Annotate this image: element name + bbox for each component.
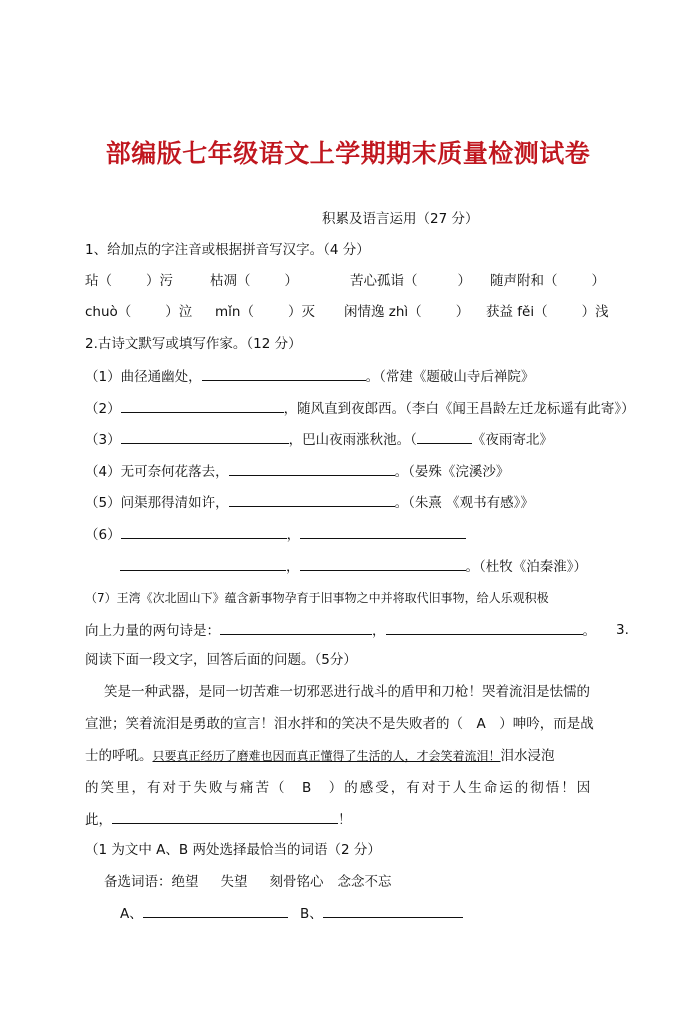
q1-row2-item1-before: chuò（: [85, 304, 132, 320]
q2-line3-num: （3）: [85, 432, 121, 448]
q1-row2-item2: [215, 302, 315, 322]
q2-prompt: 2.古诗文默写或填写作家。（12 分）: [85, 336, 302, 352]
q1-row1-item4-after: ）: [591, 273, 605, 289]
q3-para-line4: 的笑里，有对于失败与痛苦（ B ）的感受，有对于人生命运的彻悟！因: [85, 780, 593, 796]
q3-para-line3-a: 士的呼吼。: [85, 748, 153, 764]
page-title: 部编版七年级语文上学期期末质量检测试卷: [105, 139, 591, 168]
q2-line7b-text: 向上力量的两句诗是：: [85, 623, 220, 639]
q1-row1-item2: [210, 271, 298, 291]
q2-line3: [85, 429, 553, 450]
q1-prompt: 1、给加点的字注音或根据拼音写汉字。（4 分）: [85, 242, 370, 258]
answer-a-label: A、: [120, 906, 143, 922]
q3-para-line2: 宣泄；笑着流泪是勇敢的宣言！泪水拌和的笑决不是失败者的（ A ）呻吟，而是战: [85, 716, 594, 732]
answer-blank[interactable]: [300, 556, 466, 571]
answer-blank[interactable]: [229, 492, 395, 507]
answer-blank[interactable]: [120, 556, 286, 571]
answer-blank[interactable]: [229, 461, 395, 476]
q2-line5: [85, 492, 534, 513]
q3-sub1: （1 为文中 A、B 两处选择最恰当的词语（2 分）: [85, 842, 381, 858]
q1-row2-item3-before: 闲情逸 zhì（: [344, 304, 422, 320]
answer-blank[interactable]: [202, 366, 366, 381]
answer-a-blank[interactable]: [143, 903, 288, 918]
q1-row2-item4: [486, 302, 609, 322]
q1-row1-item1: [85, 271, 173, 291]
q1-row2-item4-before: 获益 fěi（: [486, 304, 548, 320]
q2-line1-source: 。（常建《题破山寺后禅院》: [365, 369, 535, 385]
q3-para-line5-a: 此，: [85, 812, 112, 828]
q1-row1-item3-after: ）: [457, 273, 471, 289]
q2-line6-source: 。（杜牧《泊秦淮》）: [465, 559, 587, 575]
q2-line5-source: 。（朱熹 《观书有感》》: [394, 495, 534, 511]
q1-row2-item3: [344, 302, 469, 322]
q1-row1-item1-after: ）污: [146, 273, 173, 289]
section-title: 积累及语言运用（27 分）: [322, 211, 479, 227]
q2-line6-num: （6）: [85, 527, 121, 543]
q3-para-line1: 笑是一种武器，是同一切苦难一切邪恶进行战斗的盾甲和刀枪！哭着流泪是怯懦的: [104, 684, 590, 700]
q1-row2-item3-after: ）: [455, 304, 470, 320]
comma: ，: [372, 623, 386, 639]
choice-3: 刻骨铭心: [269, 874, 324, 890]
q3-choices: [104, 872, 392, 892]
q2-line1-text: （1）曲径通幽处，: [85, 369, 202, 385]
q2-line2-num: （2）: [85, 401, 121, 417]
q1-row1-item2-after: ）: [284, 273, 298, 289]
q2-line6: [85, 524, 466, 545]
q1-row2-item4-after: ）浅: [581, 304, 609, 320]
comma: ，: [286, 527, 301, 543]
q3-para-line3: [85, 746, 555, 766]
q1-row2-item1: [85, 302, 192, 322]
q2-line6b: [120, 556, 587, 577]
answer-blank[interactable]: [112, 809, 338, 824]
answer-blank[interactable]: [386, 620, 583, 635]
q2-line2-text: ，随风直到夜郎西。（李白《闻王昌龄左迁龙标遥有此寄》）: [283, 401, 635, 417]
q3-para-line5: [85, 809, 352, 830]
q3-number: 3.: [616, 622, 629, 638]
author-blank[interactable]: [417, 429, 472, 444]
period: 。: [582, 623, 596, 639]
q2-line4-text: （4）无可奈何花落去，: [85, 464, 229, 480]
q1-row2-item1-after: ）泣: [165, 304, 193, 320]
q2-line4: [85, 461, 509, 482]
answer-blank[interactable]: [121, 429, 289, 444]
q1-row1-item3-before: 苦心孤诣（: [350, 273, 418, 289]
q2-line5-text: （5）问渠那得清如许，: [85, 495, 229, 511]
answer-b-label: B、: [300, 906, 323, 922]
choice-2: 失望: [220, 874, 248, 890]
answer-blank[interactable]: [121, 398, 284, 413]
q2-line2: [85, 398, 635, 419]
q2-line7: （7）王湾《次北固山下》蕴含新事物孕育于旧事物之中并将取代旧事物，给人乐观积极: [85, 591, 549, 605]
choice-1: 绝望: [171, 874, 199, 890]
q3-answer-b: [300, 903, 463, 924]
q1-row1-item3: [350, 271, 471, 291]
q1-row1-item4-before: 随声附和（: [490, 273, 558, 289]
answer-blank[interactable]: [220, 620, 372, 635]
q3-answer-a: [120, 903, 288, 924]
q2-line3-text: ，巴山夜雨涨秋池。（: [288, 432, 417, 448]
q1-row1-item4: [490, 271, 605, 291]
choices-label: 备选词语：: [104, 874, 172, 890]
q2-line7b: [85, 620, 596, 641]
q2-line4-source: 。（晏殊《浣溪沙》: [394, 464, 510, 480]
underlined-sentence: 只要真正经历了磨难也因而真正懂得了生活的人，才会笑着流泪！: [152, 749, 501, 763]
answer-blank[interactable]: [121, 524, 287, 539]
answer-b-blank[interactable]: [323, 903, 463, 918]
q1-row1-item2-before: 枯凋（: [210, 273, 251, 289]
comma: ，: [286, 559, 300, 575]
q1-row2-item2-after: ）灭: [287, 304, 315, 320]
choice-4: 念念不忘: [337, 874, 392, 890]
q3-prompt: 阅读下面一段文字，回答后面的问题。（5分）: [85, 652, 357, 668]
q3-para-line3-b: 泪水浸泡: [500, 748, 555, 764]
q2-line3-source: 《夜雨寄北》: [471, 432, 553, 448]
q1-row1-item1-before: 玷（: [85, 273, 112, 289]
exclamation: ！: [338, 812, 352, 828]
answer-blank[interactable]: [300, 524, 466, 539]
q2-line1: [85, 366, 534, 387]
q1-row2-item2-before: mǐn（: [215, 304, 254, 320]
